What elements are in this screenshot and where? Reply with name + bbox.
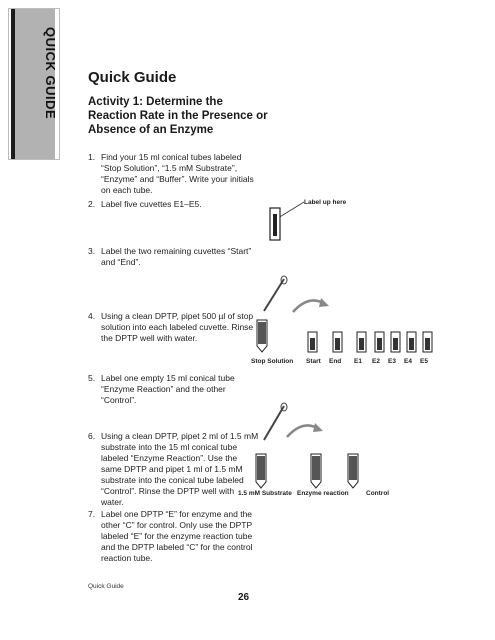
enzyme-reaction-tube-icon bbox=[309, 452, 323, 490]
curved-arrow-icon bbox=[285, 419, 325, 441]
cuvette-label-start: Start bbox=[306, 358, 321, 365]
substrate-label: 1.5 mM Substrate bbox=[238, 490, 292, 497]
cuvette-e3 bbox=[391, 332, 400, 352]
stop-solution-tube-icon bbox=[255, 318, 269, 354]
step-number: 1. bbox=[88, 152, 96, 162]
step-number: 3. bbox=[88, 246, 96, 256]
pipet-icon bbox=[258, 404, 288, 446]
cuvette-label-e1: E1 bbox=[354, 358, 362, 365]
enzyme-reaction-label: Enzyme reaction bbox=[297, 490, 349, 497]
page-title: Quick Guide bbox=[88, 69, 177, 86]
step-text: Label the two remaining cuvettes “Start” and “End”. bbox=[101, 246, 252, 267]
step-number: 7. bbox=[88, 509, 96, 519]
quick-guide-side-tab bbox=[8, 8, 60, 160]
step-number: 6. bbox=[88, 431, 96, 441]
cuvette-e2 bbox=[375, 332, 384, 352]
step-text: Using a clean DPTP, pipet 500 µl of stop solution into each labeled cuvette. Rinse the DPTP well with water. bbox=[101, 311, 254, 343]
step-text: Label one DPTP “E” for enzyme and the other “C” for control. Only use the DPTP labeled “E” for the enzyme reaction tube and the DPTP labeled “C” for the control reaction tube. bbox=[101, 509, 253, 563]
cuvette-e4 bbox=[407, 332, 416, 352]
cuvette-label-e3: E3 bbox=[388, 358, 396, 365]
activity-heading: Activity 1: Determine the Reaction Rate in the Presence or Absence of an Enzyme bbox=[88, 96, 268, 136]
pipet-icon bbox=[258, 277, 288, 317]
control-tube-icon bbox=[346, 452, 360, 490]
curved-arrow-icon bbox=[291, 294, 331, 316]
step-text: Find your 15 ml conical tubes labeled “Stop Solution”, “1.5 mM Substrate”, “Enzyme” and “Buffer”. Write your initials on each tube. bbox=[101, 152, 254, 195]
cuvette-label-e2: E2 bbox=[372, 358, 380, 365]
step-text: Label five cuvettes E1–E5. bbox=[101, 199, 202, 209]
cuvette-label-end: End bbox=[329, 358, 342, 365]
step-number: 4. bbox=[88, 311, 96, 321]
cuvette-rack bbox=[306, 330, 436, 354]
stop-solution-label: Stop Solution bbox=[251, 358, 294, 365]
cuvette-start bbox=[308, 332, 317, 352]
control-label: Control bbox=[366, 490, 390, 497]
cuvette-end bbox=[333, 332, 342, 352]
cuvette-e5 bbox=[423, 332, 432, 352]
step-number: 5. bbox=[88, 373, 96, 383]
step-number: 2. bbox=[88, 199, 96, 209]
step-text: Using a clean DPTP, pipet 2 ml of 1.5 mM substrate into the 15 ml conical tube labeled “Enzyme Reaction”. Use the same DPTP and pipet 1 ml of 1.5 mM substrate into the conical tube labeled “Control”. Rinse the DPTP well with water. bbox=[101, 431, 259, 507]
side-tab-label: QUICK GUIDE bbox=[43, 27, 58, 120]
step-text: Label one empty 15 ml conical tube “Enzyme Reaction” and the other “Control”. bbox=[101, 373, 235, 405]
substrate-tube-icon bbox=[254, 452, 268, 490]
cuvette-label-e4: E4 bbox=[404, 358, 412, 365]
label-up-here-text: Label up here bbox=[304, 199, 347, 206]
cuvette-e1 bbox=[357, 332, 366, 352]
footer-text: Quick Guide bbox=[88, 583, 124, 590]
leader-line bbox=[278, 202, 304, 218]
page-number: 26 bbox=[238, 592, 250, 603]
cuvette-window bbox=[273, 214, 277, 236]
cuvette-label-e5: E5 bbox=[420, 358, 428, 365]
